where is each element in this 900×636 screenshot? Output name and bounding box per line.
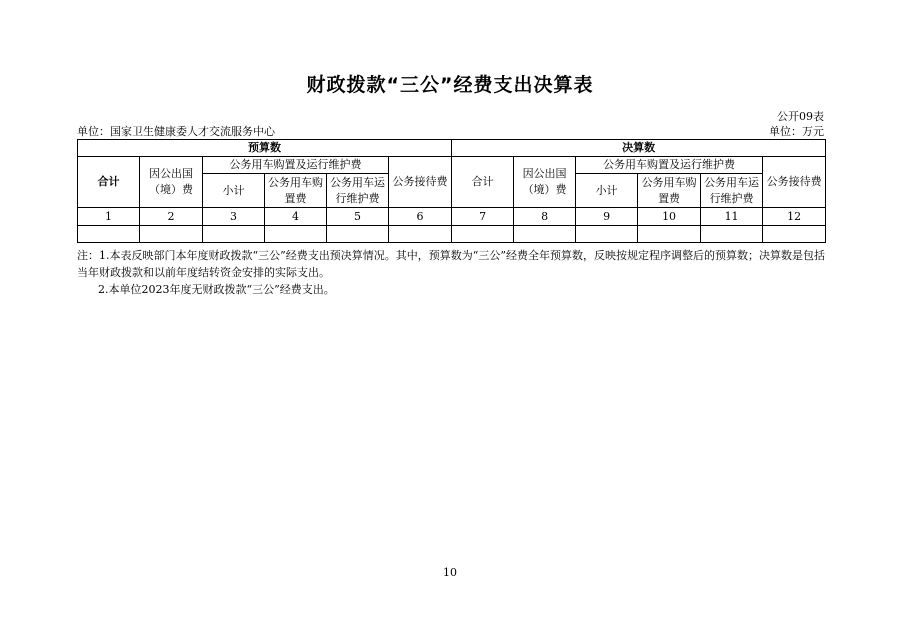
column-number: 8 [514,208,576,226]
column-number: 1 [78,208,140,226]
data-row [78,226,826,243]
data-cell [452,226,514,243]
final-vehicle-operation-header: 公务用车运行维护费 [701,174,763,208]
final-vehicle-group-header: 公务用车购置及运行维护费 [576,157,763,174]
data-cell [701,226,763,243]
column-number: 7 [452,208,514,226]
budget-subtotal-header: 小计 [203,174,265,208]
column-number-row [78,208,826,226]
final-header: 决算数 [452,140,826,157]
column-number: 12 [763,208,826,226]
data-cell [78,226,140,243]
note-1: 注：1.本表反映部门本年度财政拨款“三公”经费支出预决算情况。其中，预算数为“三公”经费全年预算数，反映按规定程序调整后的预算数；决算数是包括当年财政拨款和以前年度结转资金安排的实际支出。 [77,249,825,279]
budget-reception-header: 公务接待费 [389,157,452,208]
budget-vehicle-group-header: 公务用车购置及运行维护费 [203,157,389,174]
data-cell [265,226,327,243]
data-cell [389,226,452,243]
page-number: 10 [443,566,457,579]
budget-vehicle-operation-header: 公务用车运行维护费 [327,174,389,208]
budget-vehicle-purchase-header: 公务用车购置费 [265,174,327,208]
data-cell [327,226,389,243]
final-reception-header: 公务接待费 [763,157,826,208]
form-number: 公开09表 [777,110,824,123]
data-cell [140,226,203,243]
data-cell [203,226,265,243]
final-total-header: 合计 [452,157,514,208]
data-cell [576,226,638,243]
budget-header: 预算数 [78,140,452,157]
reporting-unit: 单位：国家卫生健康委人才交流服务中心 [77,125,275,138]
header-row-2 [78,157,826,174]
column-number: 6 [389,208,452,226]
budget-total-header: 合计 [78,157,140,208]
column-number: 11 [701,208,763,226]
column-number: 2 [140,208,203,226]
column-number: 3 [203,208,265,226]
data-cell [514,226,576,243]
final-subtotal-header: 小计 [576,174,638,208]
three-public-expense-table [77,139,826,243]
column-number: 10 [638,208,701,226]
data-cell [638,226,701,243]
data-cell [763,226,826,243]
column-number: 9 [576,208,638,226]
final-vehicle-purchase-header: 公务用车购置费 [638,174,701,208]
final-abroad-header: 因公出国（境）费 [514,157,576,208]
header-row-1 [78,140,826,157]
column-number: 4 [265,208,327,226]
note-2: 2.本单位2023年度无财政拨款“三公”经费支出。 [98,283,335,296]
table-notes [77,247,827,298]
document-title: 财政拨款“三公”经费支出决算表 [306,74,594,96]
column-number: 5 [327,208,389,226]
budget-abroad-header: 因公出国（境）费 [140,157,203,208]
currency-unit: 单位：万元 [769,125,824,138]
